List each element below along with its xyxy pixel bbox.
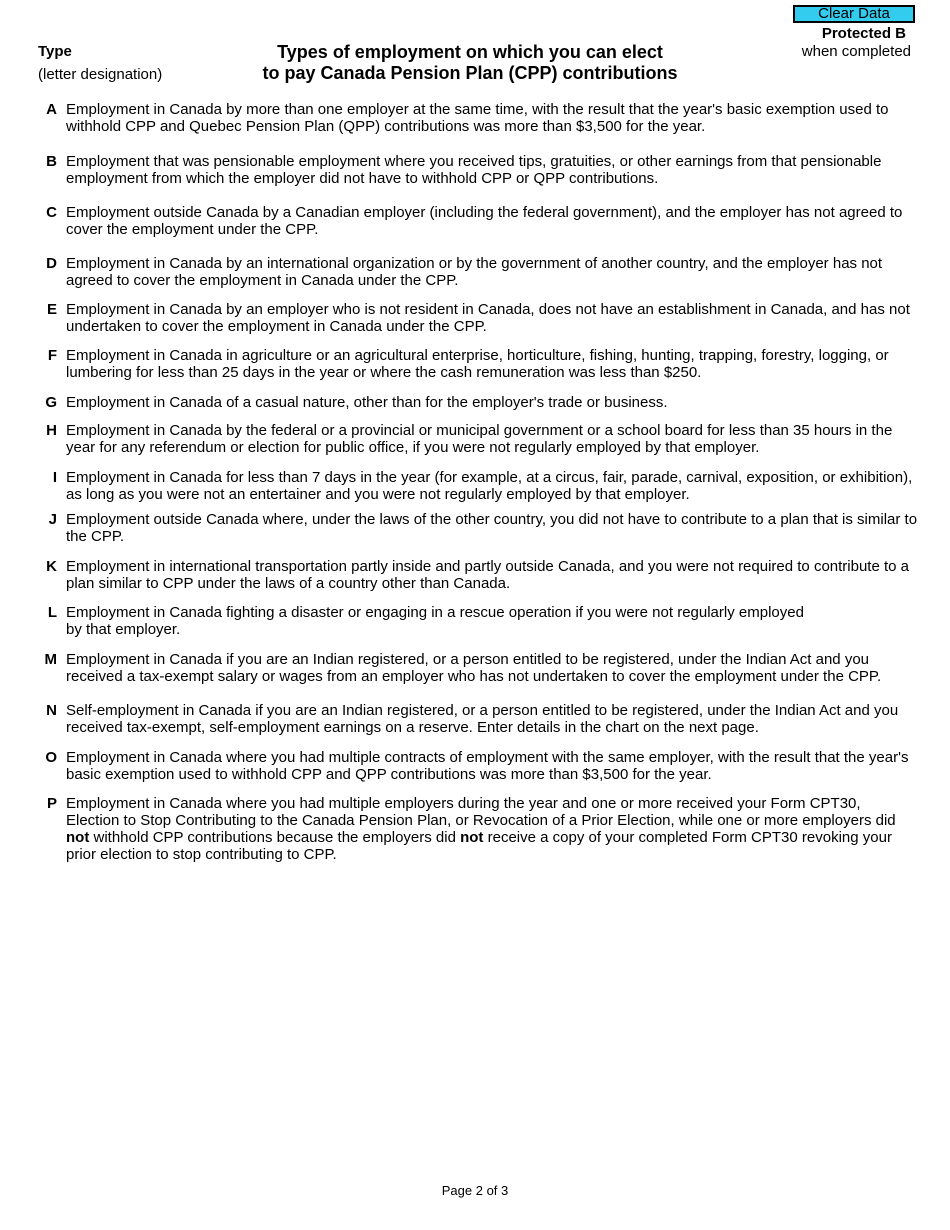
type-letter: G xyxy=(45,394,57,411)
employment-type-a xyxy=(38,101,918,135)
type-description: Employment in Canada where you had multiple contracts of employment with the same employer, with the result that the year's basic exemption used to withhold CPP and QPP contributions was more than $3,500 for the year. xyxy=(66,749,909,783)
type-letter: F xyxy=(47,347,57,364)
type-description: Employment in Canada by the federal or a provincial or municipal government or a school board for less than 35 hours in the year for any referendum or election for public office, if you were not regularly employed by that employer. xyxy=(66,422,893,456)
type-subheading: (letter designation) xyxy=(38,66,163,83)
type-description: Employment in Canada of a casual nature, other than for the employer's trade or business. xyxy=(66,394,668,411)
type-description: Employment in Canada for less than 7 days in the year (for example, at a circus, fair, parade, carnival, exposition, or exhibition), as long as you were not an entertainer and you were not regularly employed by that employer. xyxy=(66,469,913,503)
type-letter: M xyxy=(44,651,57,668)
type-description: Employment outside Canada by a Canadian employer (including the federal government), and the employer has not agreed to cover the employment under the CPP. xyxy=(66,204,903,238)
type-description-part-3: receive a copy of your completed Form CPT30 revoking your prior election to stop contributing to CPP. xyxy=(66,829,892,863)
type-letter: E xyxy=(46,301,57,318)
type-description-line-1: Employment in Canada fighting a disaster or engaging in a rescue operation if you were not regularly employed xyxy=(66,604,804,621)
type-letter: P xyxy=(46,795,57,812)
type-letter: K xyxy=(46,558,57,575)
type-description: Employment in Canada by an international organization or by the government of another country, and the employer has not agreed to cover the employment in Canada under the CPP. xyxy=(66,255,883,289)
employment-type-e xyxy=(38,301,918,335)
type-letter: H xyxy=(46,422,57,439)
clear-data-button[interactable]: Clear Data xyxy=(793,5,915,23)
employment-type-p xyxy=(38,795,918,863)
type-description xyxy=(66,795,918,863)
page-number: Page 2 of 3 xyxy=(441,1183,509,1198)
type-letter: I xyxy=(52,469,57,486)
type-description: Employment outside Canada where, under the laws of the other country, you did not have to contribute to a plan that is similar to the CPP. xyxy=(66,511,918,545)
type-description: Self-employment in Canada if you are an Indian registered, or a person entitled to be registered, under the Indian Act and you received tax-exempt, self-employment earnings on a reserve. Enter details in the chart on the next page. xyxy=(66,702,899,736)
type-description xyxy=(66,604,918,638)
title-line-2: to pay Canada Pension Plan (CPP) contributions xyxy=(262,63,678,83)
type-description: Employment in international transportation partly inside and partly outside Canada, and you were not required to contribute to a plan similar to CPP under the laws of a country other than Canada. xyxy=(66,558,910,592)
type-description-part-2: withhold CPP contributions because the employers did xyxy=(89,829,461,846)
employment-type-b xyxy=(38,153,918,187)
employment-type-l xyxy=(38,604,918,638)
employment-type-m xyxy=(38,651,918,685)
protected-b-label: Protected B xyxy=(821,25,906,42)
employment-type-f xyxy=(38,347,918,381)
type-letter: C xyxy=(46,204,57,221)
type-description: Employment in Canada if you are an Indian registered, or a person entitled to be registered, under the Indian Act and you received a tax-exempt salary or wages from an employer who has not undertaken to cover the employment under the CPP. xyxy=(66,651,882,685)
employment-type-n xyxy=(38,702,918,736)
employment-type-h xyxy=(38,422,918,456)
type-description: Employment in Canada by more than one employer at the same time, with the result that the year's basic exemption used to withhold CPP and Quebec Pension Plan (QPP) contributions was more than $3,500 for the year. xyxy=(66,101,889,135)
type-description-part-1: Employment in Canada where you had multiple employers during the year and one or more received your Form CPT30, Election to Stop Contributing to the Canada Pension Plan, or Revocation of a Prior Election, while one or more employers did xyxy=(66,795,896,829)
emphasis-not-1: not xyxy=(66,829,90,846)
employment-type-g xyxy=(38,394,918,411)
type-description: Employment in Canada in agriculture or an agricultural enterprise, horticulture, fishing, hunting, trapping, forestry, logging, or lumbering for less than 25 days in the year or where the cash remuneration was less than $250. xyxy=(66,347,889,381)
employment-type-d xyxy=(38,255,918,289)
type-description-line-2: by that employer. xyxy=(66,621,181,638)
page-title xyxy=(230,42,710,84)
employment-type-o xyxy=(38,749,918,783)
type-letter: L xyxy=(47,604,57,621)
employment-type-j xyxy=(38,511,918,545)
type-letter: D xyxy=(46,255,57,272)
employment-type-c xyxy=(38,204,918,238)
employment-type-i xyxy=(38,469,918,503)
type-letter: A xyxy=(46,101,57,118)
type-description: Employment that was pensionable employment where you received tips, gratuities, or other earnings from that pensionable employment from which the employer did not have to withhold CPP or QPP contributions. xyxy=(66,153,882,187)
employment-type-k xyxy=(38,558,918,592)
type-letter: J xyxy=(48,511,57,528)
type-letter: B xyxy=(46,153,57,170)
title-line-1: Types of employment on which you can elect xyxy=(277,42,663,62)
emphasis-not-2: not xyxy=(460,829,484,846)
type-description: Employment in Canada by an employer who is not resident in Canada, does not have an establishment in Canada, and has not undertaken to cover the employment in Canada under the CPP. xyxy=(66,301,910,335)
when-completed-label: when completed xyxy=(801,43,911,60)
type-heading: Type xyxy=(38,43,72,60)
type-letter: N xyxy=(46,702,57,719)
type-letter: O xyxy=(45,749,57,766)
